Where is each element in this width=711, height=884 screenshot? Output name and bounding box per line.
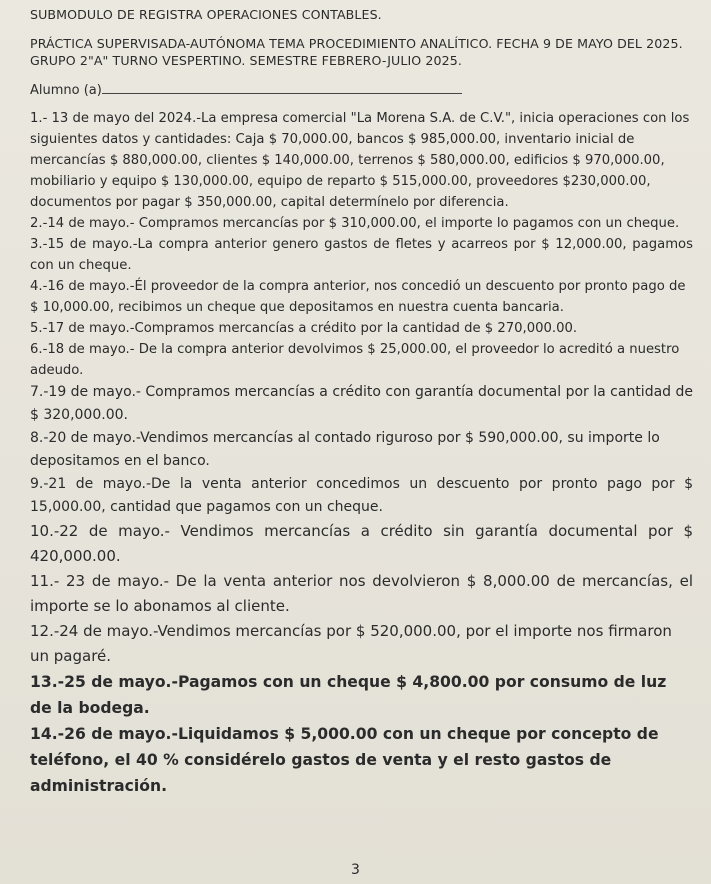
exercise-item-14: 14.-26 de mayo.-Liquidamos $ 5,000.00 con un cheque por concepto de teléfono, el 40 % considérelo gastos de venta y el resto gastos de administración.: [30, 725, 659, 795]
exercise-item-7: 7.-19 de mayo.- Compramos mercancías a crédito con garantía documental por la cantidad de $ 320,000.00.: [30, 384, 694, 423]
exercise-item-2: 2.-14 de mayo.- Compramos mercancías por $ 310,000.00, el importe lo pagamos con un cheque.: [30, 216, 680, 231]
document-header: SUBMODULO DE REGISTRA OPERACIONES CONTABLES.: [30, 7, 382, 22]
exercise-item-1: 1.- 13 de mayo del 2024.-La empresa comercial "La Morena S.A. de C.V.", inicia operaciones con los siguientes datos y cantidades: Caja $ 70,000.00, bancos $ 985,000.00, inventario inicial de mercancías $ 880,000.00, clientes $ 140,000.00, terrenos $ 580,000.00, edificios $ 970,000.00, mobiliario y equipo $ 130,000.00, equipo de reparto $ 515,000.00, proveedores $230,000.00, documentos por pagar $ 350,000.00, capital determínelo por diferencia.: [30, 111, 690, 210]
practice-subheader: PRÁCTICA SUPERVISADA-AUTÓNOMA TEMA PROCEDIMIENTO ANALÍTICO. FECHA 9 DE MAYO DEL 2025. GRUPO 2"A" TURNO VESPERTINO. SEMESTRE FEBRERO-JULIO 2025.: [30, 36, 683, 68]
exercise-item-5: 5.-17 de mayo.-Compramos mercancías a crédito por la cantidad de $ 270,000.00.: [30, 321, 578, 336]
exercise-item-12: 12.-24 de mayo.-Vendimos mercancías por $ 520,000.00, por el importe nos firmaron un pagaré.: [30, 622, 672, 665]
exercise-item-3: 3.-15 de mayo.-La compra anterior genero gastos de fletes y acarreos por $ 12,000.00, pagamos con un cheque.: [30, 237, 693, 273]
exercise-item-10: 10.-22 de mayo.- Vendimos mercancías a crédito sin garantía documental por $ 420,000.00.: [30, 522, 693, 565]
exercise-item-6: 6.-18 de mayo.- De la compra anterior devolvimos $ 25,000.00, el proveedor lo acreditó a nuestro adeudo.: [30, 342, 680, 378]
student-line: [30, 83, 693, 98]
exercise-item-9: 9.-21 de mayo.-De la venta anterior concedimos un descuento por pronto pago por $ 15,000.00, cantidad que pagamos con un cheque.: [30, 476, 693, 515]
page-number: 3: [351, 862, 360, 878]
exercise-item-13: 13.-25 de mayo.-Pagamos con un cheque $ 4,800.00 por consumo de luz de la bodega.: [30, 673, 667, 717]
exercise-item-8: 8.-20 de mayo.-Vendimos mercancías al contado riguroso por $ 590,000.00, su importe lo depositamos en el banco.: [30, 430, 660, 469]
exercise-item-4: 4.-16 de mayo.-Él proveedor de la compra anterior, nos concedió un descuento por pronto pago de $ 10,000.00, recibimos un cheque que depositamos en nuestra cuenta bancaria.: [30, 279, 686, 315]
student-name-blank: [102, 93, 462, 94]
exercise-item-11: 11.- 23 de mayo.- De la venta anterior nos devolvieron $ 8,000.00 de mercancías, el importe se lo abonamos al cliente.: [30, 572, 693, 615]
student-label: Alumno (a): [30, 83, 102, 98]
